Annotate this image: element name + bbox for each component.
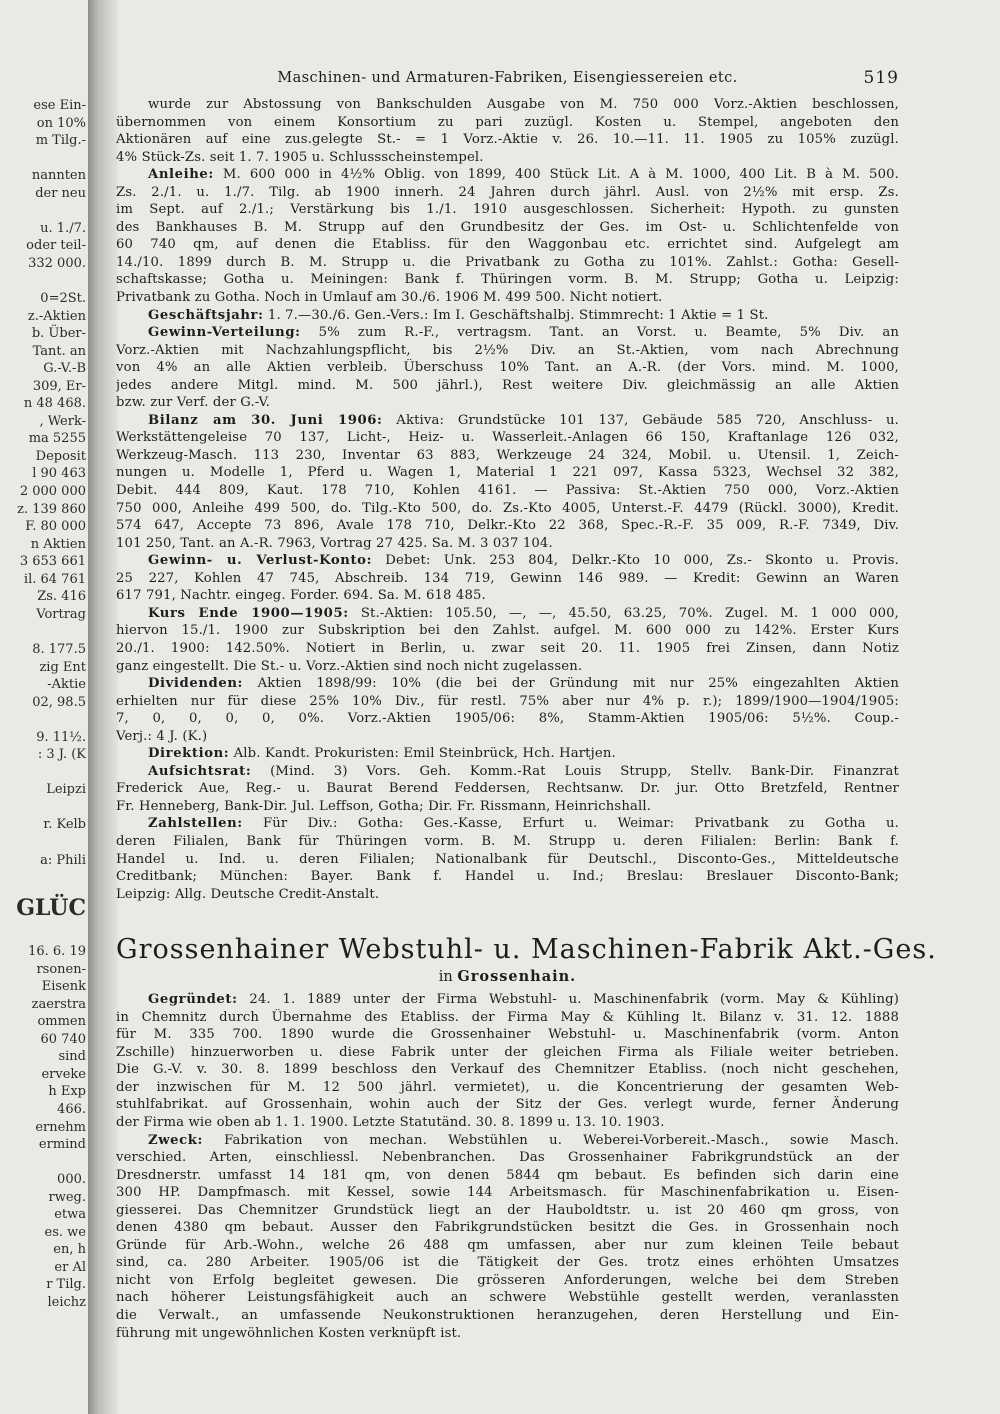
line-text: in Chemnitz durch Übernahme des Etabliss. der Firma May & Kühling lt. Bilanz v. 31. 12. 1888 <box>116 1009 899 1025</box>
paragraph <box>116 763 899 816</box>
text-line <box>116 342 899 360</box>
paragraph <box>116 96 899 166</box>
line-text: jedes andere Mitgl. mind. M. 500 jährl.), Rest weitere Div. gleichmässig an alle Aktien <box>116 377 899 393</box>
paragraph-keyword: Gegründet: <box>148 992 238 1008</box>
text-line <box>116 780 899 798</box>
left-column-fragment: G.-V.-B <box>43 361 86 377</box>
paragraph <box>116 166 899 306</box>
left-column-fragment: 9. 11½. <box>36 729 86 745</box>
text-line <box>116 745 899 763</box>
paragraph-keyword: Anleihe: <box>148 167 214 183</box>
left-column-fragment: 16. 6. 19 <box>28 944 86 960</box>
left-column-fragment: -Aktie <box>47 677 86 693</box>
text-line <box>116 184 899 202</box>
text-line <box>116 552 899 570</box>
left-column-fragment: ermind <box>38 1137 86 1153</box>
line-text: 25 227, Kohlen 47 745, Abschreib. 134 719, Gewinn 146 989. — Kredit: Gewinn an Waren <box>116 570 899 586</box>
text-line <box>116 131 899 149</box>
line-text: der Firma wie oben ab 1. 1. 1900. Letzte Statutänd. 30. 8. 1899 u. 13. 10. 1903. <box>116 1114 665 1130</box>
line-text: Debet: Unk. 253 804, Delkr.-Kto 10 000, Zs.- Skonto u. Provis. <box>385 553 899 569</box>
left-column-fragment: er Al <box>54 1259 86 1275</box>
text-line <box>116 271 899 289</box>
line-text: Fabrikation von mechan. Webstühlen u. Weberei-Vorbereit.-Masch., sowie Masch. <box>224 1132 899 1148</box>
text-line <box>116 815 899 833</box>
left-column-fragment: h Exp <box>48 1084 86 1100</box>
line-text: nach höherer Leistungsfähigkeit auch an schwere Webstühle gestellt werden, veranlassten <box>116 1290 899 1306</box>
left-column-fragment <box>0 202 86 220</box>
line-text: bzw. zur Verf. der G.-V. <box>116 395 271 411</box>
text-line <box>116 1009 899 1027</box>
line-text: 617 791, Nachtr. eingeg. Forder. 694. Sa. M. 618 485. <box>116 588 486 604</box>
left-column-fragment: 000. <box>57 1172 86 1188</box>
text-line <box>116 429 899 447</box>
text-line <box>116 1167 899 1185</box>
paragraph <box>116 745 899 763</box>
page-number: 519 <box>863 68 899 88</box>
line-text: St.-Aktien: 105.50, —, —, 45.50, 63.25, 70%. Zugel. M. 1 000 000, <box>360 605 899 621</box>
text-line <box>116 693 899 711</box>
left-column-fragment: l 90 463 <box>32 466 86 482</box>
line-text: Zs. 2./1. u. 1./7. Tilg. ab 1900 innerh. 24 Jahren durch jährl. Ausl. von 2½% mit ersp. Zs. <box>116 184 899 200</box>
left-column-fragment <box>0 623 86 641</box>
line-text: schaftskasse; Gotha u. Meiningen: Bank f. Thüringen vorm. B. M. Strupp; Gotha u. Leipzig: <box>116 272 899 288</box>
text-line <box>116 851 899 869</box>
left-column-fragment: Leipzi <box>46 782 86 798</box>
text-line <box>116 254 899 272</box>
paragraph-keyword: Zweck: <box>148 1132 204 1148</box>
line-text: 574 647, Accepte 73 896, Avale 178 710, Delkr.-Kto 22 368, Spec.-R.-F. 35 009, R.-F. 7349, Div. <box>116 518 899 534</box>
text-line <box>116 1079 899 1097</box>
text-line <box>116 833 899 851</box>
text-line <box>116 535 899 553</box>
paragraph-keyword: Zahlstellen: <box>148 816 243 832</box>
left-column-fragment: sind <box>58 1049 86 1065</box>
line-text: Aktien 1898/99: 10% (die bei der Gründung mit nur 25% eingezahlten Aktien <box>257 676 899 692</box>
line-text: Frederick Aue, Reg.- u. Baurat Berend Feddersen, Rechtsanw. Dr. jur. Otto Bretzfeld, Rentner <box>116 781 899 797</box>
text-line <box>116 570 899 588</box>
text-line <box>116 482 899 500</box>
paragraph <box>116 324 899 412</box>
text-line <box>116 1132 899 1150</box>
left-column-fragment <box>0 764 86 782</box>
paragraph <box>116 605 899 675</box>
line-text: Handel u. Ind. u. deren Filialen; Nationalbank für Deutschl., Disconto-Ges., Mitteldeutsche <box>116 851 899 867</box>
line-text: im Sept. auf 2./1.; Verstärkung bis 1./1. 1910 ausgeschlossen. Sicherheit: Hypoth. zu gunsten <box>116 202 899 218</box>
text-line <box>116 166 899 184</box>
text-line <box>116 394 899 412</box>
text-line <box>116 149 899 167</box>
line-text: für M. 335 700. 1890 wurde die Grossenhainer Webstuhl- u. Maschinenfabrik (vorm. Anton <box>116 1027 899 1043</box>
line-text: Creditbank; München: Bayer. Bank f. Handel u. Ind.; Breslau: Breslauer Disconto-Bank; <box>116 869 899 885</box>
left-column-fragment: zig Ent <box>39 659 86 675</box>
line-text: Für Div.: Gotha: Ges.-Kasse, Erfurt u. Weimar: Privatbank zu Gotha u. <box>262 816 899 832</box>
line-text: Fr. Henneberg, Bank-Dir. Jul. Leffson, Gotha; Dir. Fr. Rissmann, Heinrichshall. <box>116 798 652 814</box>
text-line <box>116 359 899 377</box>
line-text: verschied. Arten, einschliessl. Nebenbranchen. Das Grossenhainer Fabrikgrundstück an der <box>116 1150 899 1166</box>
line-text: 1. 7.—30./6. Gen.-Vers.: Im I. Geschäftshalbj. Stimmrecht: 1 Aktie = 1 St. <box>267 307 769 323</box>
line-text: der inzwischen für M. 12 500 jährl. vermietet), u. die Koncentrierung der gesamten Web- <box>116 1079 899 1095</box>
left-column-fragment: es. we <box>44 1224 86 1240</box>
left-column-fragment: zaerstra <box>31 996 86 1012</box>
left-column-fragment: z. 139 860 <box>17 501 86 517</box>
line-text: nungen u. Modelle 1, Pferd u. Wagen 1, Material 1 221 097, Kassa 5323, Wechsel 32 382, <box>116 465 899 481</box>
line-text: nicht von Erfolg begleitet gewesen. Die grösseren Anforderungen, welche bei dem Streben <box>116 1272 899 1288</box>
paragraph <box>116 991 899 1131</box>
text-line <box>116 587 899 605</box>
paragraph <box>116 307 899 325</box>
line-text: wurde zur Abstossung von Bankschulden Ausgabe von M. 750 000 Vorz.-Aktien beschlossen, <box>148 97 899 112</box>
paragraph <box>116 675 899 745</box>
left-column-fragment: ernehm <box>35 1119 86 1135</box>
text-line <box>116 798 899 816</box>
left-column-fragment: oder teil- <box>26 238 86 254</box>
page-header <box>116 66 899 96</box>
paragraph-keyword: Aufsichtsrat: <box>148 763 252 779</box>
line-text: Debit. 444 809, Kaut. 178 710, Kohlen 4161. — Passiva: St.-Aktien 750 000, Vorz.-Aktien <box>116 483 899 499</box>
line-text: ganz eingestellt. Die St.- u. Vorz.-Aktien sind noch nicht zugelassen. <box>116 658 583 674</box>
left-column-fragment <box>0 834 86 852</box>
paragraph <box>116 815 899 903</box>
text-line <box>116 763 899 781</box>
line-text: Werkzeug-Masch. 113 230, Inventar 63 883, Werkzeuge 24 324, Mobil. u. Utensil. 1, Zeich- <box>116 447 899 463</box>
left-column-fragment: der neu <box>35 185 86 201</box>
line-text: Aktionären auf eine zus.gelegte St.- = 1 Vorz.-Aktie v. 26. 10.—11. 11. 1905 zu 105% zuzügl. <box>116 132 899 148</box>
left-column-fragment <box>0 711 86 729</box>
line-text: Werkstättengeleise 70 137, Licht-, Heiz- u. Wasserleit.-Anlagen 66 150, Kraftanlage 126 032, <box>116 430 899 446</box>
book-gutter-shadow <box>88 0 118 1414</box>
page-519 <box>116 66 937 1342</box>
line-text: 5% zum R.-F., vertragsm. Tant. an Vorst. u. Beamte, 5% Div. an <box>318 325 899 341</box>
line-text: Alb. Kandt. Prokuristen: Emil Steinbrück, Hch. Hartjen. <box>233 746 616 762</box>
left-column-fragment: Tant. an <box>32 343 86 359</box>
left-column-fragment: leichz <box>47 1295 86 1310</box>
left-column-fragment: ma 5255 <box>28 431 86 447</box>
line-text: denen 4380 qm bebaut. Ausser den Fabrikgrundstücken besitzt die Ges. in Grossenhain noch <box>116 1220 899 1236</box>
company-location-prefix: in <box>438 969 453 986</box>
text-line <box>116 412 899 430</box>
previous-page-column-fragment <box>0 97 86 1377</box>
line-text: 750 000, Anleihe 499 500, do. Tilg.-Kto 500, do. Zs.-Kto 4005, Unterst.-F. 4479 (Rückl. 3000), Kredit. <box>116 500 899 516</box>
left-column-fragment: : 3 J. (K <box>37 747 86 763</box>
left-column-fragment <box>0 150 86 168</box>
text-line <box>116 1272 899 1290</box>
text-line <box>116 1202 899 1220</box>
line-text: Die G.-V. v. 30. 8. 1899 beschloss den Verkauf des Chemnitzer Etabliss. (noch nicht geschehen, <box>116 1062 899 1078</box>
left-column-fragment: rweg. <box>48 1189 86 1205</box>
line-text: Gründe für Arb.-Wohn., welche 26 488 qm umfassen, aber nur zum kleinen Teile bebaut <box>116 1237 899 1253</box>
left-column-fragment: , Werk- <box>39 413 86 429</box>
left-column-fragment: F. 80 000 <box>25 519 86 535</box>
company-title: Grossenhainer Webstuhl- u. Maschinen-Fabrik Akt.-Ges. <box>116 934 937 966</box>
text-line <box>116 886 899 904</box>
line-text: von 4% an alle Aktien verbleib. Überschuss 10% Tant. an A.-R. (der Vors. mind. M. 1000, <box>116 360 899 376</box>
left-column-fragment: n 48 468. <box>23 396 86 412</box>
line-text: Zschille) hinzuerworben u. diese Fabrik unter der gleichen Firma als Filiale weiter betrieben. <box>116 1044 899 1060</box>
left-column-fragment <box>0 1154 86 1172</box>
running-head: Maschinen- und Armaturen-Fabriken, Eisengiessereien etc. <box>277 70 738 86</box>
text-line <box>116 500 899 518</box>
paragraph <box>116 1132 899 1343</box>
left-column-fragment: 2 000 000 <box>19 484 86 500</box>
line-text: Aktiva: Grundstücke 101 137, Gebäude 585 720, Anschluss- u. <box>396 412 899 428</box>
company-location-name: Grossenhain. <box>457 968 577 986</box>
left-column-fragment: nannten <box>31 168 86 184</box>
text-line <box>116 1061 899 1079</box>
left-column-fragment: ese Ein- <box>33 98 86 113</box>
text-line <box>116 1219 899 1237</box>
text-line <box>116 447 899 465</box>
line-text: führung mit ungewöhnlichen Kosten verknüpft ist. <box>116 1325 462 1341</box>
line-text: (Mind. 3) Vors. Geh. Komm.-Rat Louis Strupp, Stellv. Bank-Dir. Finanzrat <box>270 763 899 779</box>
company-location <box>116 967 899 987</box>
text-line <box>116 289 899 307</box>
line-text: 24. 1. 1889 unter der Firma Webstuhl- u. Maschinenfabrik (vorm. May & Kühling) <box>249 992 899 1008</box>
line-text: M. 600 000 in 4½% Oblig. von 1899, 400 Stück Lit. A à M. 1000, 400 Lit. B à M. 500. <box>222 167 899 183</box>
left-column-fragment: n Aktien <box>30 536 86 552</box>
line-text: Dresdnerstr. umfasst 14 181 qm, von denen 5844 qm bebaut. Es befinden sich darin eine <box>116 1167 899 1183</box>
paragraph-keyword: Gewinn-Verteilung: <box>148 325 301 341</box>
line-text: erhielten nur für diese 25% 10% Div., für restl. 75% aber nur 4% p. r.); 1899/1900—1904/1905: <box>116 693 899 709</box>
line-text: Verj.: 4 J. (K.) <box>116 728 208 744</box>
paragraph <box>116 412 899 552</box>
text-line <box>116 1254 899 1272</box>
text-line <box>116 1044 899 1062</box>
left-column-fragment: 0=2St. <box>40 291 86 307</box>
line-text: 101 250, Tant. an A.-R. 7963, Vortrag 27 425. Sa. M. 3 037 104. <box>116 535 553 551</box>
paragraph-keyword: Dividenden: <box>148 676 243 692</box>
text-line <box>116 868 899 886</box>
text-line <box>116 710 899 728</box>
left-column-fragment: 309, Er- <box>32 378 86 394</box>
left-column-fragment: on 10% <box>36 115 86 131</box>
line-text: stuhlfabrikat. auf Grossenhain, wohin auch der Sitz der Ges. verlegt wurde, ferner Änderung <box>116 1097 899 1113</box>
left-column-fragment: 332 000. <box>28 255 86 271</box>
left-column-fragment: r. Kelb <box>43 817 86 833</box>
text-line <box>116 1026 899 1044</box>
left-column-fragment: r Tilg. <box>46 1277 86 1293</box>
line-text: giesserei. Das Chemnitzer Grundstück liegt an der Hauboldtstr. u. ist 20 460 qm gross, von <box>116 1202 899 1218</box>
left-column-fragment: Eisenk <box>41 979 86 995</box>
paragraph-keyword: Bilanz am 30. Juni 1906: <box>148 412 383 428</box>
left-column-fragment: b. Über- <box>31 326 86 342</box>
line-text: Privatbank zu Gotha. Noch in Umlauf am 30./6. 1906 M. 499 500. Nicht notiert. <box>116 290 663 306</box>
text-line <box>116 991 899 1009</box>
left-column-fragment: il. 64 761 <box>23 571 86 587</box>
left-column-fragment: GLÜC <box>16 895 86 922</box>
left-column-fragment: a: Phili <box>40 852 86 868</box>
text-line <box>116 1289 899 1307</box>
text-line <box>116 307 899 325</box>
line-text: die Verwalt., an umfassende Neukonstruktionen heranzugehen, deren Herstellung und Ein- <box>116 1308 899 1323</box>
text-line <box>116 377 899 395</box>
text-line <box>116 1325 899 1343</box>
left-column-fragment: Vortrag <box>36 606 86 622</box>
text-line <box>116 1237 899 1255</box>
text-line <box>116 1114 899 1132</box>
line-text: sind, ca. 280 Arbeiter. 1905/06 ist die Tätigkeit der Ges. trotz eines erhöhten Umsatzes <box>116 1255 899 1271</box>
line-text: 300 HP. Dampfmasch. mit Kessel, sowie 144 Arbeitsmasch. für Maschinenfabrikation u. Eisen- <box>116 1185 899 1201</box>
line-text: übernommen von einem Konsortium zu pari zuzügl. Kosten u. Stempel, angeboten den <box>116 114 899 130</box>
text-line <box>116 96 899 114</box>
left-column-fragment <box>0 272 86 290</box>
left-column-fragment: Deposit <box>35 448 86 464</box>
line-text: hiervon 15./1. 1900 zur Subskription bei den Zahlst. aufgel. M. 600 000 zu 142%. Erster Kurs <box>116 623 899 639</box>
line-text: 20./1. 1900: 142.50%. Notiert in Berlin, u. zwar seit 20. 11. 1905 frei Zinsen, dann Notiz <box>116 640 899 656</box>
text-line <box>116 675 899 693</box>
left-column-fragment: 60 740 <box>40 1031 86 1047</box>
left-column-fragment: ommen <box>37 1014 86 1030</box>
text-line <box>116 324 899 342</box>
paragraph-keyword: Geschäftsjahr: <box>148 307 264 323</box>
left-column-fragment: 02, 98.5 <box>32 694 86 710</box>
text-line <box>116 236 899 254</box>
text-line <box>116 728 899 746</box>
left-column-fragment: 466. <box>57 1101 86 1117</box>
line-text: Leipzig: Allg. Deutsche Credit-Anstalt. <box>116 886 380 902</box>
left-column-fragment: en, h <box>53 1242 86 1258</box>
text-line <box>116 1096 899 1114</box>
paragraph-keyword: Gewinn- u. Verlust-Konto: <box>148 553 373 569</box>
paragraph-keyword: Kurs Ende 1900—1905: <box>148 605 349 621</box>
line-text: des Bankhauses B. M. Strupp auf den Grundbesitz der Ges. im Ost- u. Schlichtenfelde von <box>116 219 899 235</box>
text-line <box>116 1184 899 1202</box>
text-line <box>116 622 899 640</box>
text-line <box>116 464 899 482</box>
text-line <box>116 640 899 658</box>
left-column-fragment: rsonen- <box>36 961 86 977</box>
section-grossenhainer-company <box>116 991 899 1342</box>
line-text: 14./10. 1899 durch B. M. Strupp u. die Privatbank zu Gotha zu 101%. Zahlst.: Gotha: Gesell- <box>116 254 899 270</box>
line-text: 60 740 qm, auf denen die Etabliss. für den Waggonbau etc. errichtet sind. Aufgelegt am <box>116 237 899 253</box>
left-column-fragment: m Tilg.- <box>35 133 86 149</box>
text-line <box>116 517 899 535</box>
text-line <box>116 201 899 219</box>
text-line <box>116 219 899 237</box>
left-column-fragment: Zs. 416 <box>37 589 86 605</box>
paragraph <box>116 552 899 605</box>
text-line <box>116 605 899 623</box>
line-text: 4% Stück-Zs. seit 1. 7. 1905 u. Schlussscheinstempel. <box>116 149 484 165</box>
text-line <box>116 658 899 676</box>
section-previous-company-continued <box>116 96 899 903</box>
left-column-fragment <box>0 799 86 817</box>
text-line <box>116 1307 899 1325</box>
text-line <box>116 1149 899 1167</box>
line-text: Vorz.-Aktien mit Nachzahlungspflicht, bis 2½% Div. an St.-Aktien, vom nach Abrechnung <box>116 342 899 358</box>
line-text: 7, 0, 0, 0, 0, 0%. Vorz.-Aktien 1905/06: 8%, Stamm-Aktien 1905/06: 5½%. Coup.- <box>116 711 899 727</box>
left-column-fragment: erveke <box>41 1066 86 1082</box>
left-column-fragment: z.-Aktien <box>27 308 86 324</box>
left-column-fragment: 3 653 661 <box>19 554 86 570</box>
paragraph-keyword: Direktion: <box>148 746 230 762</box>
text-line <box>116 114 899 132</box>
left-column-fragment: u. 1./7. <box>40 220 86 236</box>
left-column-fragment: 8. 177.5 <box>32 641 86 657</box>
left-column-fragment: etwa <box>54 1207 86 1223</box>
line-text: deren Filialen, Bank für Thüringen vorm. B. M. Strupp u. deren Filialen: Berlin: Bank f. <box>116 833 899 849</box>
